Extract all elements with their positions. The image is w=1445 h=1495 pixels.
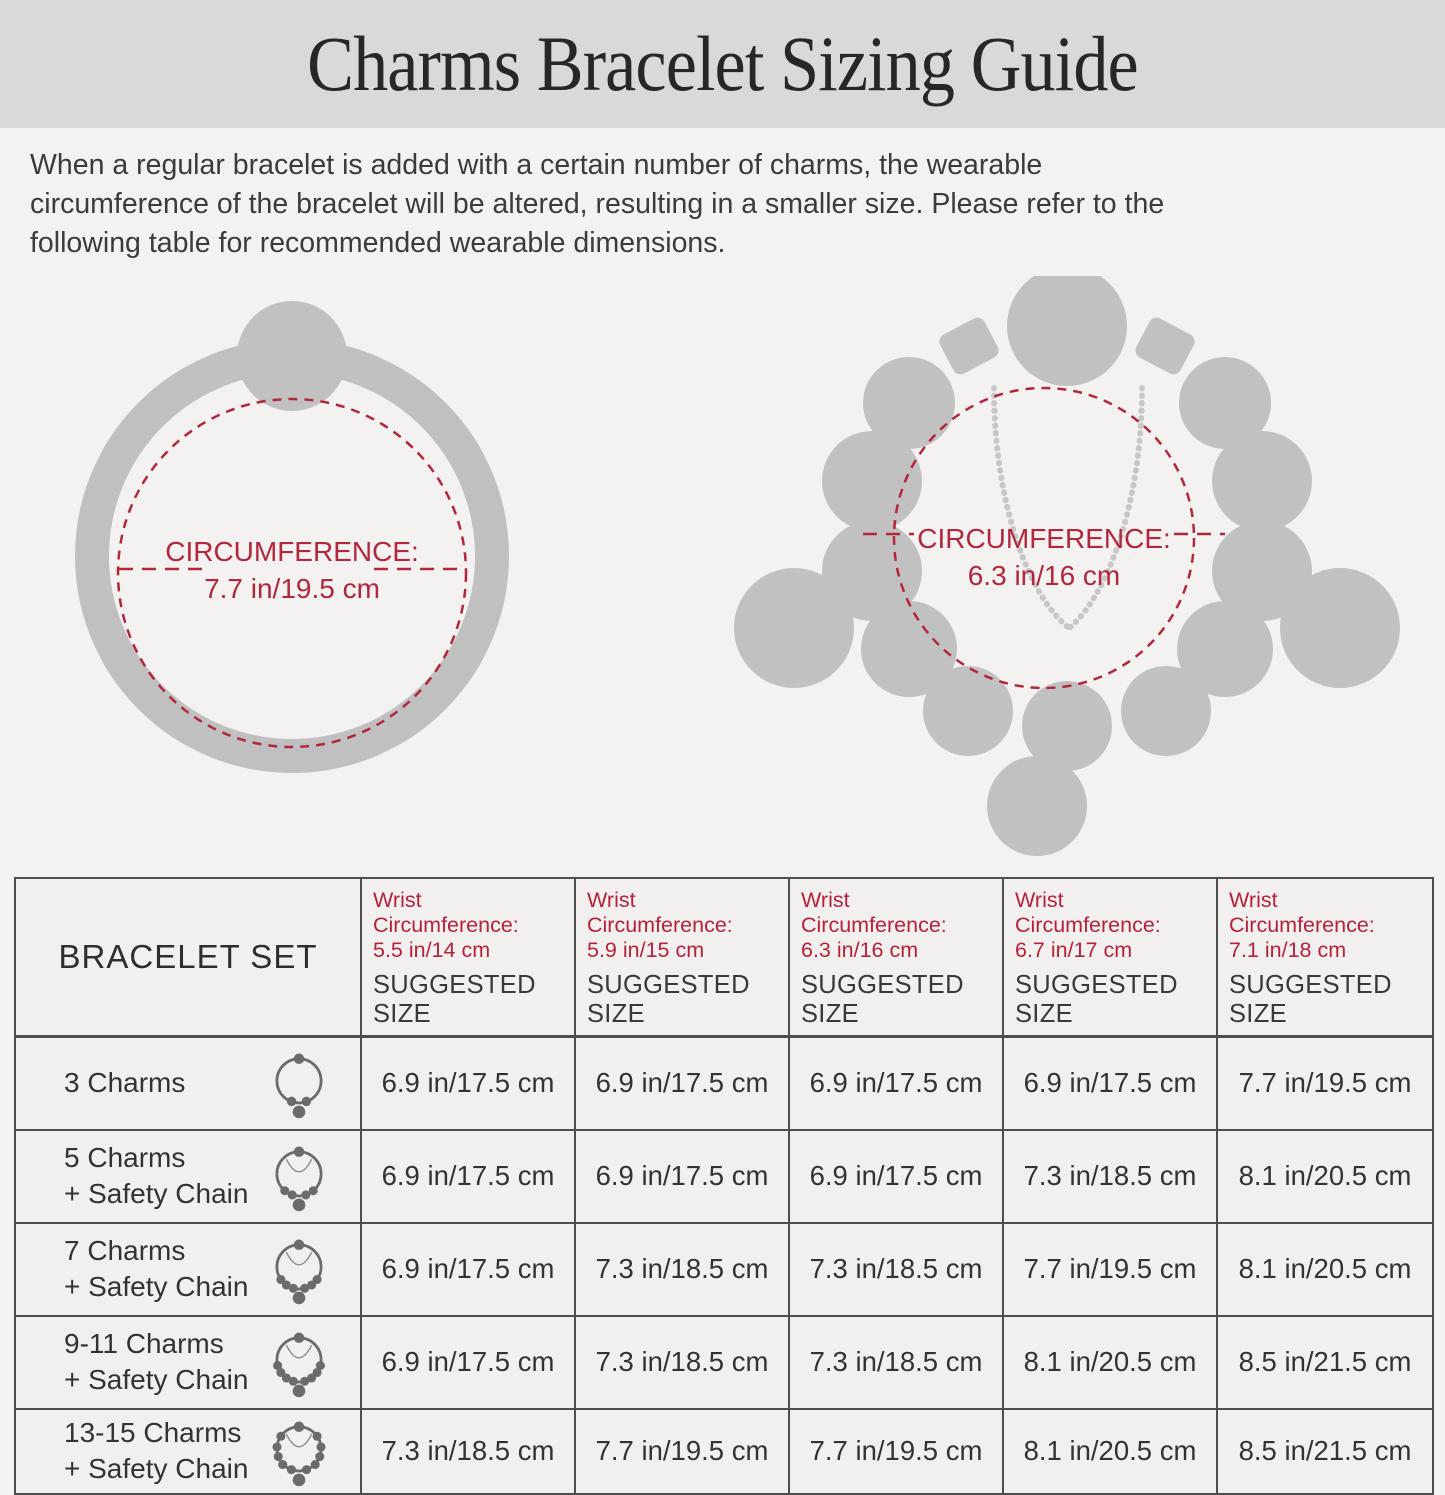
table-row — [15, 1037, 1433, 1130]
intro-line: When a regular bracelet is added with a certain number of charms, the wearable — [30, 149, 1043, 181]
wrist-circumference-size: 5.9 in/15 cm — [587, 938, 705, 962]
row-label-5-charms — [15, 1130, 361, 1223]
size-cell: 6.9 in/17.5 cm — [1003, 1037, 1217, 1130]
size-cell: 7.7 in/19.5 cm — [1003, 1223, 1217, 1316]
intro-paragraph — [30, 146, 1430, 263]
size-cell: 6.9 in/17.5 cm — [361, 1037, 575, 1130]
suggested-size-label: SUGGESTED SIZE — [373, 971, 536, 1028]
column-header-2 — [575, 878, 789, 1037]
plain-bracelet-illustration — [52, 288, 557, 793]
bracelet-13-15-charms-icon — [264, 1411, 334, 1491]
row-chain: + Safety Chain — [64, 1178, 249, 1209]
suggested-size-label: SUGGESTED SIZE — [1229, 971, 1392, 1028]
row-chain: + Safety Chain — [64, 1453, 249, 1484]
wrist-circumference-label: Wrist Circumference: — [801, 888, 947, 937]
size-cell: 7.7 in/19.5 cm — [575, 1409, 789, 1494]
size-cell: 6.9 in/17.5 cm — [575, 1037, 789, 1130]
clasp-bead — [1007, 276, 1127, 386]
row-label-13-15-charms — [15, 1409, 361, 1494]
size-cell: 8.5 in/21.5 cm — [1217, 1316, 1433, 1409]
intro-line: following table for recommended wearable dimensions. — [30, 227, 726, 259]
clasp-bead — [237, 301, 347, 411]
size-cell: 7.3 in/18.5 cm — [789, 1223, 1003, 1316]
sizing-table — [14, 877, 1434, 1495]
column-header-4 — [1003, 878, 1217, 1037]
circumference-label: CIRCUMFERENCE: — [165, 536, 419, 567]
wrist-circumference-label: Wrist Circumference: — [1015, 888, 1161, 937]
bracelet-3-charms-icon — [264, 1043, 334, 1123]
row-name: 13-15 Charms — [64, 1417, 242, 1448]
row-chain: + Safety Chain — [64, 1364, 249, 1395]
table-header-row — [15, 878, 1433, 1037]
title-banner — [0, 0, 1445, 128]
safety-chain — [994, 388, 1142, 628]
size-cell: 7.3 in/18.5 cm — [1003, 1130, 1217, 1223]
page-title: Charms Bracelet Sizing Guide — [307, 20, 1138, 107]
bracelet-5-charms-icon — [264, 1136, 334, 1216]
wrist-circumference-size: 6.7 in/17 cm — [1015, 938, 1133, 962]
bracelet-7-charms-icon — [264, 1229, 334, 1309]
row-label-3-charms — [15, 1037, 361, 1130]
suggested-size-label: SUGGESTED SIZE — [1015, 971, 1178, 1028]
bracelet-9-11-charms-icon — [264, 1322, 334, 1402]
size-cell: 6.9 in/17.5 cm — [789, 1130, 1003, 1223]
suggested-size-label: SUGGESTED SIZE — [587, 971, 750, 1028]
size-cell: 8.5 in/21.5 cm — [1217, 1409, 1433, 1494]
bracelet-set-header: BRACELET SET — [15, 878, 361, 1037]
circumference-value: 6.3 in/16 cm — [967, 560, 1121, 591]
column-header-3 — [789, 878, 1003, 1037]
size-cell: 8.1 in/20.5 cm — [1217, 1223, 1433, 1316]
charm-bracelet-illustration — [732, 276, 1402, 866]
intro-line: circumference of the bracelet will be altered, resulting in a smaller size. Please refer to the — [30, 188, 1165, 220]
size-cell: 7.7 in/19.5 cm — [1217, 1037, 1433, 1130]
table-row — [15, 1316, 1433, 1409]
wrist-circumference-label: Wrist Circumference: — [1229, 888, 1375, 937]
suggested-size-label: SUGGESTED SIZE — [801, 971, 964, 1028]
table-row — [15, 1409, 1433, 1494]
circumference-label: CIRCUMFERENCE: — [917, 523, 1171, 554]
row-name: 5 Charms — [64, 1142, 186, 1173]
size-cell: 7.3 in/18.5 cm — [789, 1316, 1003, 1409]
row-label-7-charms — [15, 1223, 361, 1316]
size-cell: 7.3 in/18.5 cm — [575, 1316, 789, 1409]
size-cell: 7.3 in/18.5 cm — [575, 1223, 789, 1316]
wrist-circumference-size: 7.1 in/18 cm — [1229, 938, 1347, 962]
wrist-circumference-label: Wrist Circumference: — [587, 888, 733, 937]
size-cell: 6.9 in/17.5 cm — [361, 1130, 575, 1223]
size-cell: 8.1 in/20.5 cm — [1217, 1130, 1433, 1223]
size-cell: 8.1 in/20.5 cm — [1003, 1409, 1217, 1494]
circumference-value: 7.7 in/19.5 cm — [204, 573, 380, 604]
size-cell: 8.1 in/20.5 cm — [1003, 1316, 1217, 1409]
column-header-5 — [1217, 878, 1433, 1037]
wrist-circumference-label: Wrist Circumference: — [373, 888, 519, 937]
row-name: 9-11 Charms — [64, 1328, 224, 1359]
size-cell: 6.9 in/17.5 cm — [575, 1130, 789, 1223]
wrist-circumference-size: 6.3 in/16 cm — [801, 938, 919, 962]
row-name: 7 Charms — [64, 1235, 186, 1266]
column-header-1 — [361, 878, 575, 1037]
size-cell: 6.9 in/17.5 cm — [789, 1037, 1003, 1130]
wrist-circumference-size: 5.5 in/14 cm — [373, 938, 491, 962]
row-label-9-11-charms — [15, 1316, 361, 1409]
table-row — [15, 1223, 1433, 1316]
size-cell: 7.3 in/18.5 cm — [361, 1409, 575, 1494]
size-cell: 7.7 in/19.5 cm — [789, 1409, 1003, 1494]
size-cell: 6.9 in/17.5 cm — [361, 1223, 575, 1316]
row-chain: + Safety Chain — [64, 1271, 249, 1302]
size-cell: 6.9 in/17.5 cm — [361, 1316, 575, 1409]
row-name: 3 Charms — [64, 1067, 186, 1099]
table-row — [15, 1130, 1433, 1223]
